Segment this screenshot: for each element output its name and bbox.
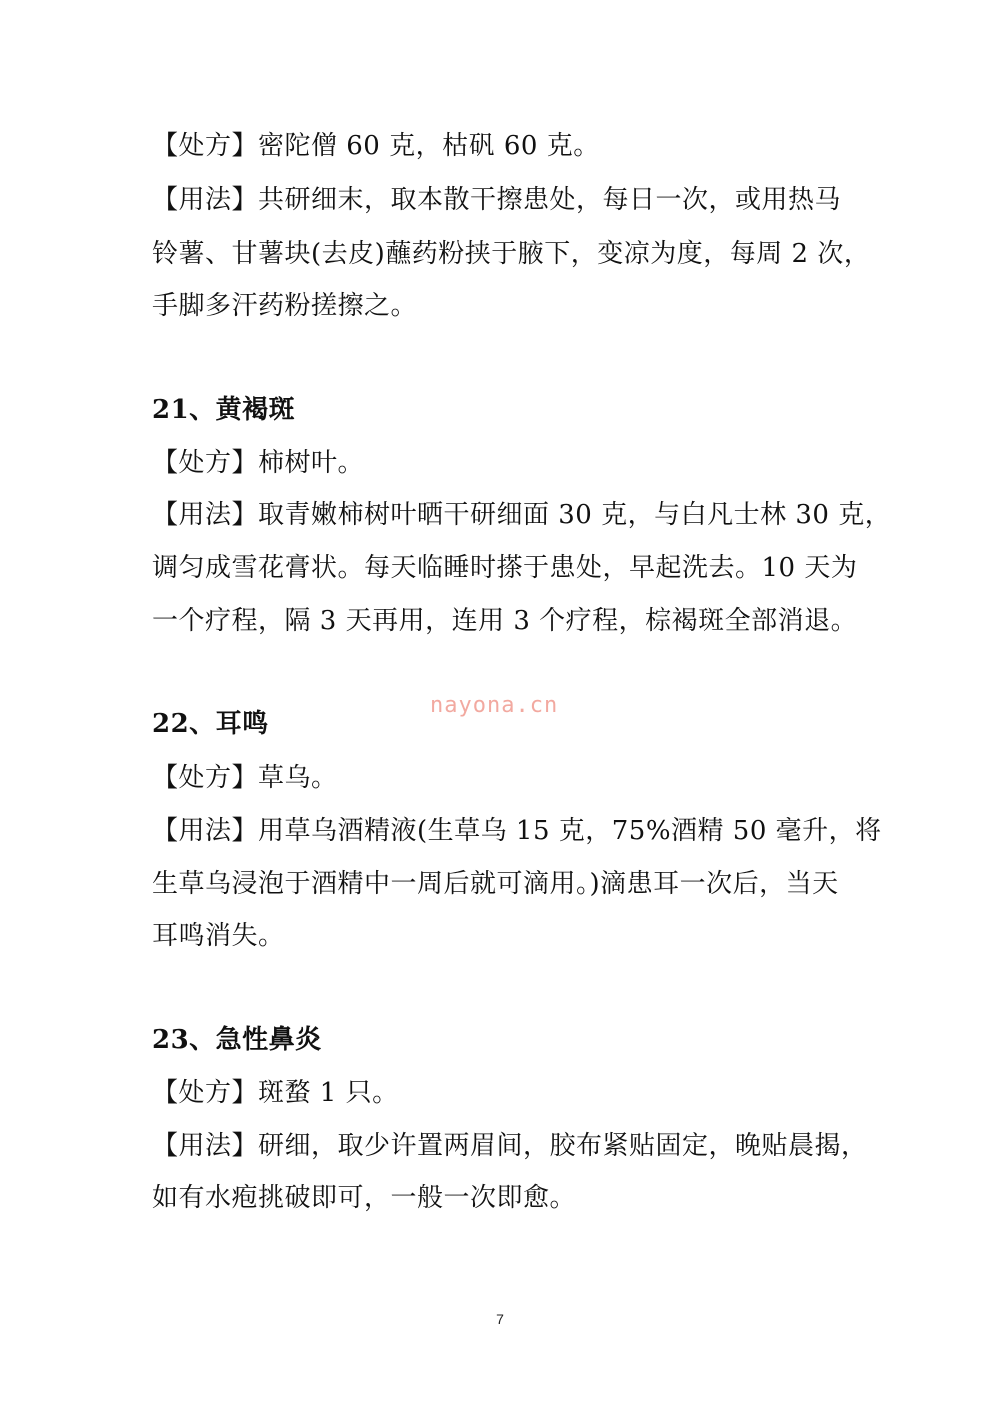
section-heading: 23、急性鼻炎	[152, 1025, 322, 1055]
text-line: 【处方】柿树叶。	[152, 448, 365, 478]
text-line: 一个疗程，隔 3 天再用，连用 3 个疗程，棕褐斑全部消退。	[152, 606, 858, 636]
text-line: 【处方】斑蝥 1 只。	[152, 1078, 399, 1108]
watermark-text: nayona.cn	[430, 693, 559, 718]
text-line: 铃薯、甘薯块(去皮)蘸药粉挟于腋下，变凉为度，每周 2 次，	[152, 239, 871, 269]
text-line: 手脚多汗药粉搓擦之。	[152, 291, 418, 321]
page-number: 7	[496, 1311, 504, 1327]
text-line: 【用法】研细，取少许置两眉间，胶布紧贴固定，晚贴晨揭，	[152, 1131, 868, 1161]
text-line: 耳鸣消失。	[152, 921, 285, 951]
text-line: 【处方】草乌。	[152, 763, 338, 793]
text-line: 【处方】密陀僧 60 克，枯矾 60 克。	[152, 131, 600, 161]
section-heading: 21、黄褐斑	[152, 395, 296, 425]
text-line: 如有水疱挑破即可，一般一次即愈。	[152, 1183, 577, 1213]
text-line: 【用法】用草乌酒精液(生草乌 15 克，75%酒精 50 毫升，将	[152, 816, 882, 846]
text-line: 调匀成雪花膏状。每天临睡时搽于患处，早起洗去。10 天为	[152, 553, 858, 583]
text-line: 【用法】共研细末，取本散干擦患处，每日一次，或用热马	[152, 185, 842, 215]
text-line: 【用法】取青嫩柿树叶晒干研细面 30 克，与白凡士林 30 克，	[152, 500, 892, 530]
text-line: 生草乌浸泡于酒精中一周后就可滴用。)滴患耳一次后，当天	[152, 869, 839, 899]
section-heading: 22、耳鸣	[152, 709, 269, 739]
